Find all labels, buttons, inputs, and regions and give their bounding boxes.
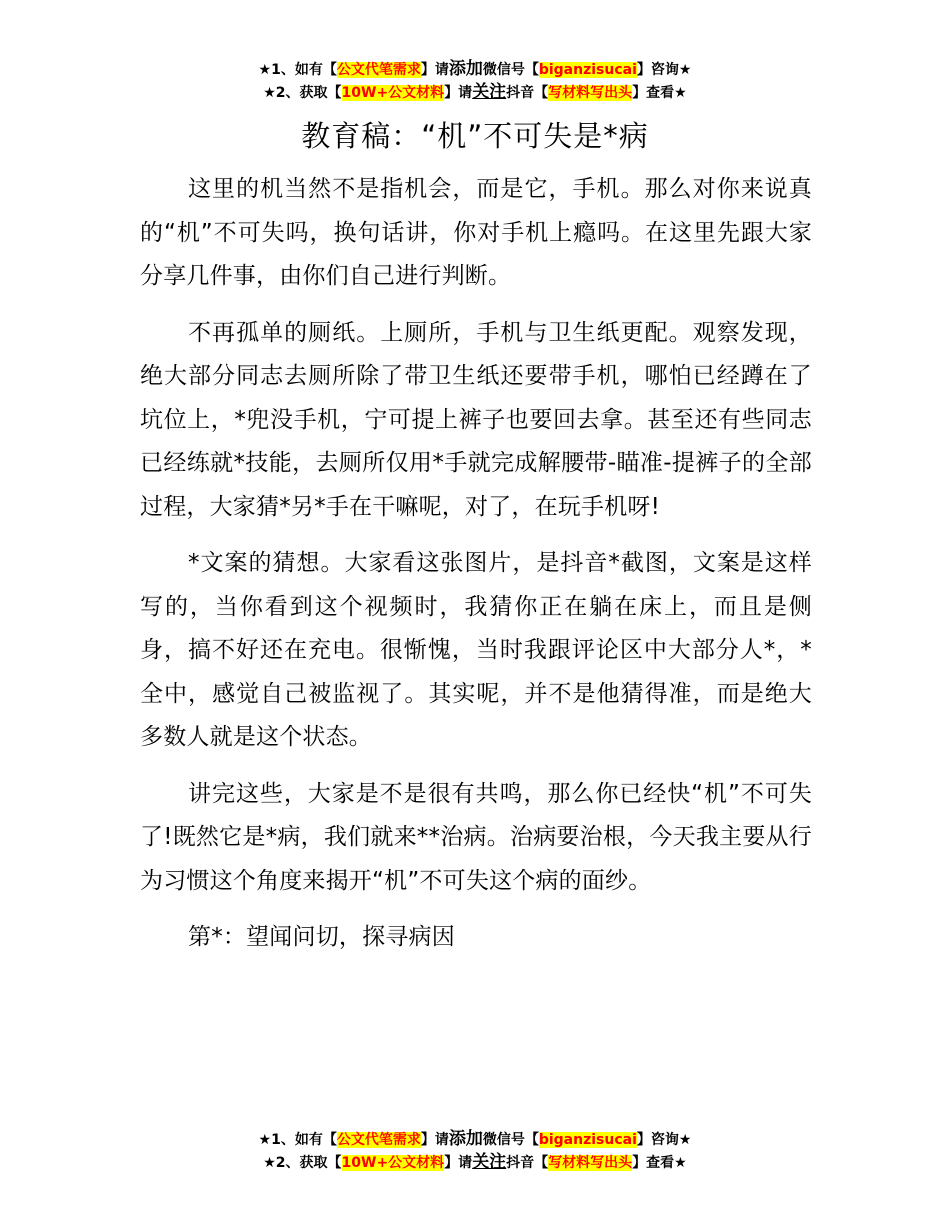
banner-line-1	[0, 58, 950, 81]
banner-text: 】请	[420, 62, 449, 78]
banner-text: 】请	[420, 1132, 449, 1148]
banner-highlight: 10W+公文材料	[341, 85, 445, 101]
banner-text: ★1、如有【	[258, 62, 337, 78]
banner-text: 】咨询★	[636, 62, 692, 78]
banner-line-1	[0, 1128, 950, 1151]
document-title: 教育稿：“机”不可失是*病	[301, 119, 649, 153]
header-banner	[0, 58, 950, 104]
document-body	[140, 168, 812, 973]
banner-underline: 关注	[472, 1152, 507, 1172]
banner-text: 】请	[444, 1155, 473, 1171]
banner-highlight: 10W+公文材料	[341, 1155, 445, 1171]
paragraph: 这里的机当然不是指机会，而是它，手机。那么对你来说真的“机”不可失吗，换句话讲，你对手机上瘾吗。在这里先跟大家分享几件事，由你们自己进行判断。	[140, 176, 812, 289]
banner-text: 微信号【	[482, 1132, 539, 1148]
banner-emphasis: 添加	[448, 1129, 483, 1149]
footer-banner	[0, 1128, 950, 1174]
banner-text: 微信号【	[482, 62, 539, 78]
banner-text: ★1、如有【	[258, 1132, 337, 1148]
paragraph: *文案的猜想。大家看这张图片，是抖音*截图，文案是这样写的，当你看到这个视频时，我猜你正在躺在床上，而且是侧身，搞不好还在充电。很惭愧，当时我跟评论区中大部分人*，*全中，感觉自己被监视了。其实呢，并不是他猜得准，而是绝大多数人就是这个状态。	[140, 550, 812, 750]
paragraph: 讲完这些，大家是不是很有共鸣，那么你已经快“机”不可失了!既然它是*病，我们就来**治病。治病要治根，今天我主要从行为习惯这个角度来揭开“机”不可失这个病的面纱。	[140, 780, 812, 894]
banner-text: ★2、获取【	[263, 85, 342, 101]
banner-line-2	[0, 1151, 950, 1174]
banner-highlight: biganzisucai	[538, 1132, 637, 1148]
banner-highlight: 公文代笔需求	[336, 1132, 421, 1148]
banner-text: 】请	[444, 85, 473, 101]
banner-highlight: biganzisucai	[538, 62, 637, 78]
banner-text: 抖音【	[506, 85, 549, 101]
banner-text: 抖音【	[506, 1155, 549, 1171]
banner-text: 】咨询★	[636, 1132, 692, 1148]
banner-underline: 关注	[472, 82, 507, 102]
banner-text: ★2、获取【	[263, 1155, 342, 1171]
banner-emphasis: 添加	[448, 59, 483, 79]
paragraph: 不再孤单的厕纸。上厕所，手机与卫生纸更配。观察发现，绝大部分同志去厕所除了带卫生纸还要带手机，哪怕已经蹲在了坑位上，*兜没手机，宁可提上裤子也要回去拿。甚至还有些同志已经练就*技能，去厕所仅用*手就完成解腰带-瞄准-提裤子的全部过程，大家猜*另*手在干嘛呢，对了，在玩手机呀!	[140, 319, 812, 520]
banner-text: 】查看★	[632, 85, 687, 101]
banner-line-2	[0, 81, 950, 104]
banner-highlight: 写材料写出头	[548, 85, 633, 101]
banner-text: 】查看★	[632, 1155, 687, 1171]
paragraph: 第*：望闻问切，探寻病因	[188, 924, 455, 950]
banner-highlight: 公文代笔需求	[336, 62, 421, 78]
banner-highlight: 写材料写出头	[548, 1155, 633, 1171]
